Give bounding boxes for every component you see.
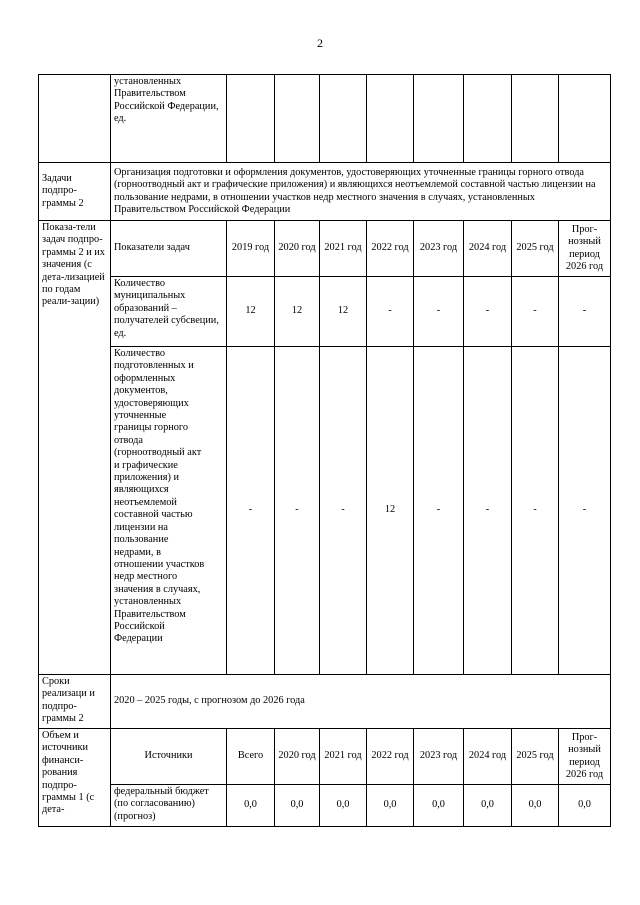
year-header: Прог-нозный период 2026 год (559, 729, 611, 785)
funding-label: Объем и источники финанси-рования подпро-граммы 1 (с дета- (39, 729, 111, 827)
indicator-value: 12 (367, 347, 414, 675)
year-header: 2023 год (414, 221, 464, 277)
year-header: 2020 год (275, 729, 320, 785)
indicator-value: - (464, 277, 512, 347)
row-terms (39, 675, 611, 729)
indicator-value: - (367, 277, 414, 347)
funding-value: 0,0 (367, 785, 414, 827)
indicator-name: Количество муниципальных образований – получателей субсвеции, ед. (111, 277, 227, 347)
funding-total: 0,0 (227, 785, 275, 827)
funding-value: 0,0 (414, 785, 464, 827)
indicator-value: - (414, 347, 464, 675)
indicator-value: 12 (227, 277, 275, 347)
indicators-header-row (39, 221, 611, 277)
indicator-value: - (414, 277, 464, 347)
indicator-name (111, 347, 227, 675)
funding-col-header: Источники (111, 729, 227, 785)
year-header: 2024 год (464, 221, 512, 277)
continuation-text: установленных Правительством Российской Федерации, ед. (111, 75, 227, 163)
funding-source: федеральный бюджет (по согласованию) (прогноз) (111, 785, 227, 827)
indicator-value: - (464, 347, 512, 675)
indicator-value: - (559, 277, 611, 347)
year-header: 2022 год (367, 221, 414, 277)
funding-value: 0,0 (559, 785, 611, 827)
indicator-value: 12 (320, 277, 367, 347)
year-header: 2020 год (275, 221, 320, 277)
indicator-name-text: Количество подготовленных и оформленных документов, удостоверяющих уточненные границы горного отвода (горноотводный акт и графические приложения) и являющихся неотъемлемой составной частью лицензии на пользование недрами, в отношении участков недр местного значения в случаях, установленных Правительством Российской Федерации (114, 348, 205, 645)
indicator-row (39, 277, 611, 347)
indicators-label: Показа-тели задач подпро-граммы 2 и их значения (с дета-лизацией по годам реали-зации) (39, 221, 111, 675)
year-header: 2019 год (227, 221, 275, 277)
funding-header-row (39, 729, 611, 785)
indicator-value: 12 (275, 277, 320, 347)
funding-value: 0,0 (275, 785, 320, 827)
funding-total-header: Всего (227, 729, 275, 785)
row-continuation (39, 75, 611, 163)
year-header: 2024 год (464, 729, 512, 785)
year-header: 2021 год (320, 729, 367, 785)
terms-text: 2020 – 2025 годы, с прогнозом до 2026 года (111, 675, 611, 729)
funding-value: 0,0 (320, 785, 367, 827)
indicator-row (39, 347, 611, 675)
indicator-value: - (512, 277, 559, 347)
indicator-value: - (320, 347, 367, 675)
year-header: 2023 год (414, 729, 464, 785)
passport-table (38, 74, 611, 827)
row-tasks (39, 163, 611, 221)
indicators-col-header: Показатели задач (111, 221, 227, 277)
tasks-label: Задачи подпро-граммы 2 (39, 163, 111, 221)
year-header: 2021 год (320, 221, 367, 277)
indicator-value: - (275, 347, 320, 675)
year-header: 2022 год (367, 729, 414, 785)
indicator-value: - (227, 347, 275, 675)
indicator-value: - (559, 347, 611, 675)
year-header: 2025 год (512, 729, 559, 785)
tasks-text: Организация подготовки и оформления документов, удостоверяющих уточненные границы горного отвода (горноотводный акт и графические приложения) и являющихся неотъемлемой составной частью лицензии на пользование недрами, в отношении участков недр местного значения в случаях, установленных Правительством Российской Федерации (111, 163, 611, 221)
funding-row (39, 785, 611, 827)
terms-label: Сроки реализаци и подпро-граммы 2 (39, 675, 111, 729)
funding-value: 0,0 (512, 785, 559, 827)
year-header: 2025 год (512, 221, 559, 277)
indicator-value: - (512, 347, 559, 675)
year-header: Прог-нозный период 2026 год (559, 221, 611, 277)
page-number: 2 (317, 36, 323, 50)
funding-value: 0,0 (464, 785, 512, 827)
